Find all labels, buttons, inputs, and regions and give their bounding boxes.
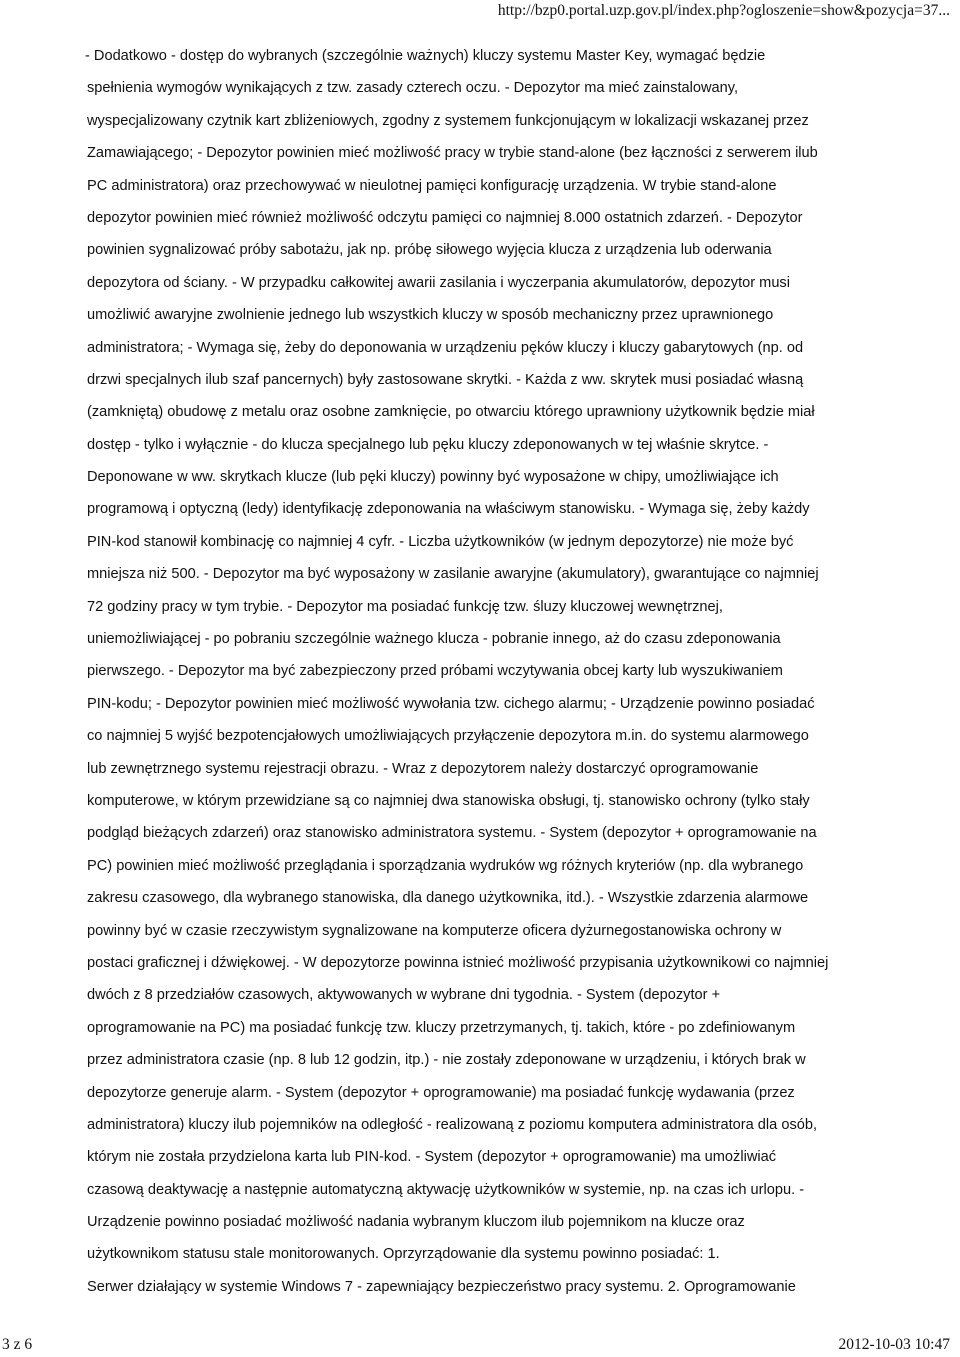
text-line: spełnienia wymogów wynikających z tzw. zasady czterech oczu. - Depozytor ma mieć zainstalowany, bbox=[87, 80, 739, 97]
text-line: drzwi specjalnych ilub szaf pancernych) były zastosowane skrytki. - Każda z ww. skrytek musi posiadać własną bbox=[87, 371, 804, 388]
text-line: depozytorze generuje alarm. - System (depozytor + oprogramowanie) ma posiadać funkcję wydawania (przez bbox=[87, 1084, 795, 1101]
text-line: Serwer działający w systemie Windows 7 - zapewniający bezpieczeństwo pracy systemu. 2. Oprogramowanie bbox=[87, 1278, 796, 1295]
text-line: Zamawiającego; - Depozytor powinien mieć możliwość pracy w trybie stand-alone (bez łączności z serwerem ilub bbox=[87, 145, 818, 162]
text-line: PIN-kodu; - Depozytor powinien mieć możliwość wywołania tzw. cichego alarmu; - Urządzenie powinno posiadać bbox=[87, 695, 815, 712]
text-line: podgląd bieżących zdarzeń) oraz stanowisko administratora systemu. - System (depozytor + oprogramowanie na bbox=[87, 825, 817, 842]
text-line: zakresu czasowego, dla wybranego stanowiska, dla danego użytkownika, itd.). - Wszystkie zdarzenia alarmowe bbox=[87, 890, 809, 907]
text-line: (zamkniętą) obudowę z metalu oraz osobne zamknięcie, po otwarciu którego uprawniony użytkownik będzie miał bbox=[87, 404, 815, 421]
text-line: Urządzenie powinno posiadać możliwość nadania wybranym kluczom ilub pojemnikom na klucze oraz bbox=[87, 1214, 745, 1231]
text-line: PC) powinien mieć możliwość przeglądania i sporządzania wydruków wg różnych kryteriów (np. dla wybranego bbox=[87, 857, 804, 874]
text-line: programową i optyczną (ledy) identyfikację zdeponowania na właściwym stanowisku. - Wymaga się, żeby każdy bbox=[87, 501, 810, 518]
text-line: uniemożliwiającej - po pobraniu szczególnie ważnego klucza - pobranie innego, aż do czasu zdeponowania bbox=[87, 631, 781, 648]
text-line: komputerowe, w którym przewidziane są co najmniej dwa stanowiska obsługi, tj. stanowisko ochrony (tylko stały bbox=[87, 792, 810, 809]
text-line: wyspecjalizowany czytnik kart zbliżeniowych, zgodny z systemem funkcjonującym w lokalizacji wskazanej przez bbox=[87, 112, 809, 129]
text-line: przez administratora czasie (np. 8 lub 12 godzin, itp.) - nie zostały zdeponowane w urządzeniu, i których brak w bbox=[87, 1052, 806, 1069]
print-datetime: 2012-10-03 10:47 bbox=[838, 1336, 950, 1353]
text-line: czasową deaktywację a następnie automatyczną aktywację użytkowników w systemie, np. na czas ich urlopu. - bbox=[87, 1181, 805, 1198]
text-line: PIN-kod stanowił kombinację co najmniej 4 cyfr. - Liczba użytkowników (w jednym depozytorze) nie może być bbox=[87, 533, 794, 550]
text-line: postaci graficznej i dźwiękowej. - W depozytorze powinna istnieć możliwość przypisania użytkownikowi co najmniej bbox=[87, 954, 829, 971]
page-url: http://bzp0.portal.uzp.gov.pl/index.php?ogloszenie=show&pozycja=37... bbox=[497, 2, 950, 19]
text-line: użytkownikom statusu stale monitorowanych. Oprzyrządowanie dla systemu powinno posiadać: 1. bbox=[87, 1246, 720, 1263]
text-line: administratora; - Wymaga się, żeby do deponowania w urządzeniu pęków kluczy i kluczy gabarytowych (np. od bbox=[87, 339, 804, 356]
page-number: 3 z 6 bbox=[2, 1336, 33, 1353]
text-line: lub zewnętrznego systemu rejestracji obrazu. - Wraz z depozytorem należy dostarczyć oprogramowanie bbox=[87, 760, 759, 777]
text-line: dwóch z 8 przedziałów czasowych, aktywowanych w wybrane dni tygodnia. - System (depozytor + bbox=[87, 987, 721, 1004]
text-line: oprogramowanie na PC) ma posiadać funkcję tzw. kluczy przetrzymanych, tj. takich, które - po zdefiniowanym bbox=[87, 1019, 796, 1036]
text-line: dostęp - tylko i wyłącznie - do klucza specjalnego lub pęku kluczy zdeponowanych w tej właśnie skrytce. - bbox=[87, 436, 769, 453]
text-line: którym nie została przydzielona karta lub PIN-kod. - System (depozytor + oprogramowanie) ma umożliwiać bbox=[87, 1149, 777, 1166]
text-line: umożliwić awaryjne zwolnienie jednego lub wszystkich kluczy w sposób mechaniczny przez uprawnionego bbox=[87, 307, 774, 324]
document-body bbox=[87, 40, 887, 1303]
text-line: 72 godziny pracy w tym trybie. - Depozytor ma posiadać funkcję tzw. śluzy kluczowej wewnętrznej, bbox=[87, 598, 723, 615]
text-line: mniejsza niż 500. - Depozytor ma być wyposażony w zasilanie awaryjne (akumulatory), gwarantujące co najmniej bbox=[87, 566, 819, 583]
text-line: administratora) kluczy ilub pojemników na odległość - realizowaną z poziomu komputera administratora dla osób, bbox=[87, 1116, 818, 1133]
text-line: Deponowane w ww. skrytkach klucze (lub pęki kluczy) powinny być wyposażone w chipy, umożliwiające ich bbox=[87, 469, 779, 486]
text-line: pierwszego. - Depozytor ma być zabezpieczony przed próbami wczytywania obcej karty lub wyszukiwaniem bbox=[87, 663, 783, 680]
text-line: co najmniej 5 wyjść bezpotencjałowych umożliwiających przyłączenie depozytora m.in. do systemu alarmowego bbox=[87, 728, 809, 745]
text-line: depozytora od ściany. - W przypadku całkowitej awarii zasilania i wyczerpania akumulatorów, depozytor musi bbox=[87, 274, 790, 291]
text-line: powinny być w czasie rzeczywistym sygnalizowane na komputerze oficera dyżurnegostanowiska ochrony w bbox=[87, 922, 782, 939]
text-line: powinien sygnalizować próby sabotażu, jak np. próbę siłowego wyjęcia klucza z urządzenia lub oderwania bbox=[87, 242, 772, 259]
text-line: - Dodatkowo - dostęp do wybranych (szczególnie ważnych) kluczy systemu Master Key, wymagać będzie bbox=[85, 48, 766, 64]
text-line: PC administratora) oraz przechowywać w nieulotnej pamięci konfigurację urządzenia. W trybie stand-alone bbox=[87, 177, 777, 194]
text-line: depozytor powinien mieć również możliwość odczytu pamięci co najmniej 8.000 ostatnich zdarzeń. - Depozytor bbox=[87, 209, 803, 226]
